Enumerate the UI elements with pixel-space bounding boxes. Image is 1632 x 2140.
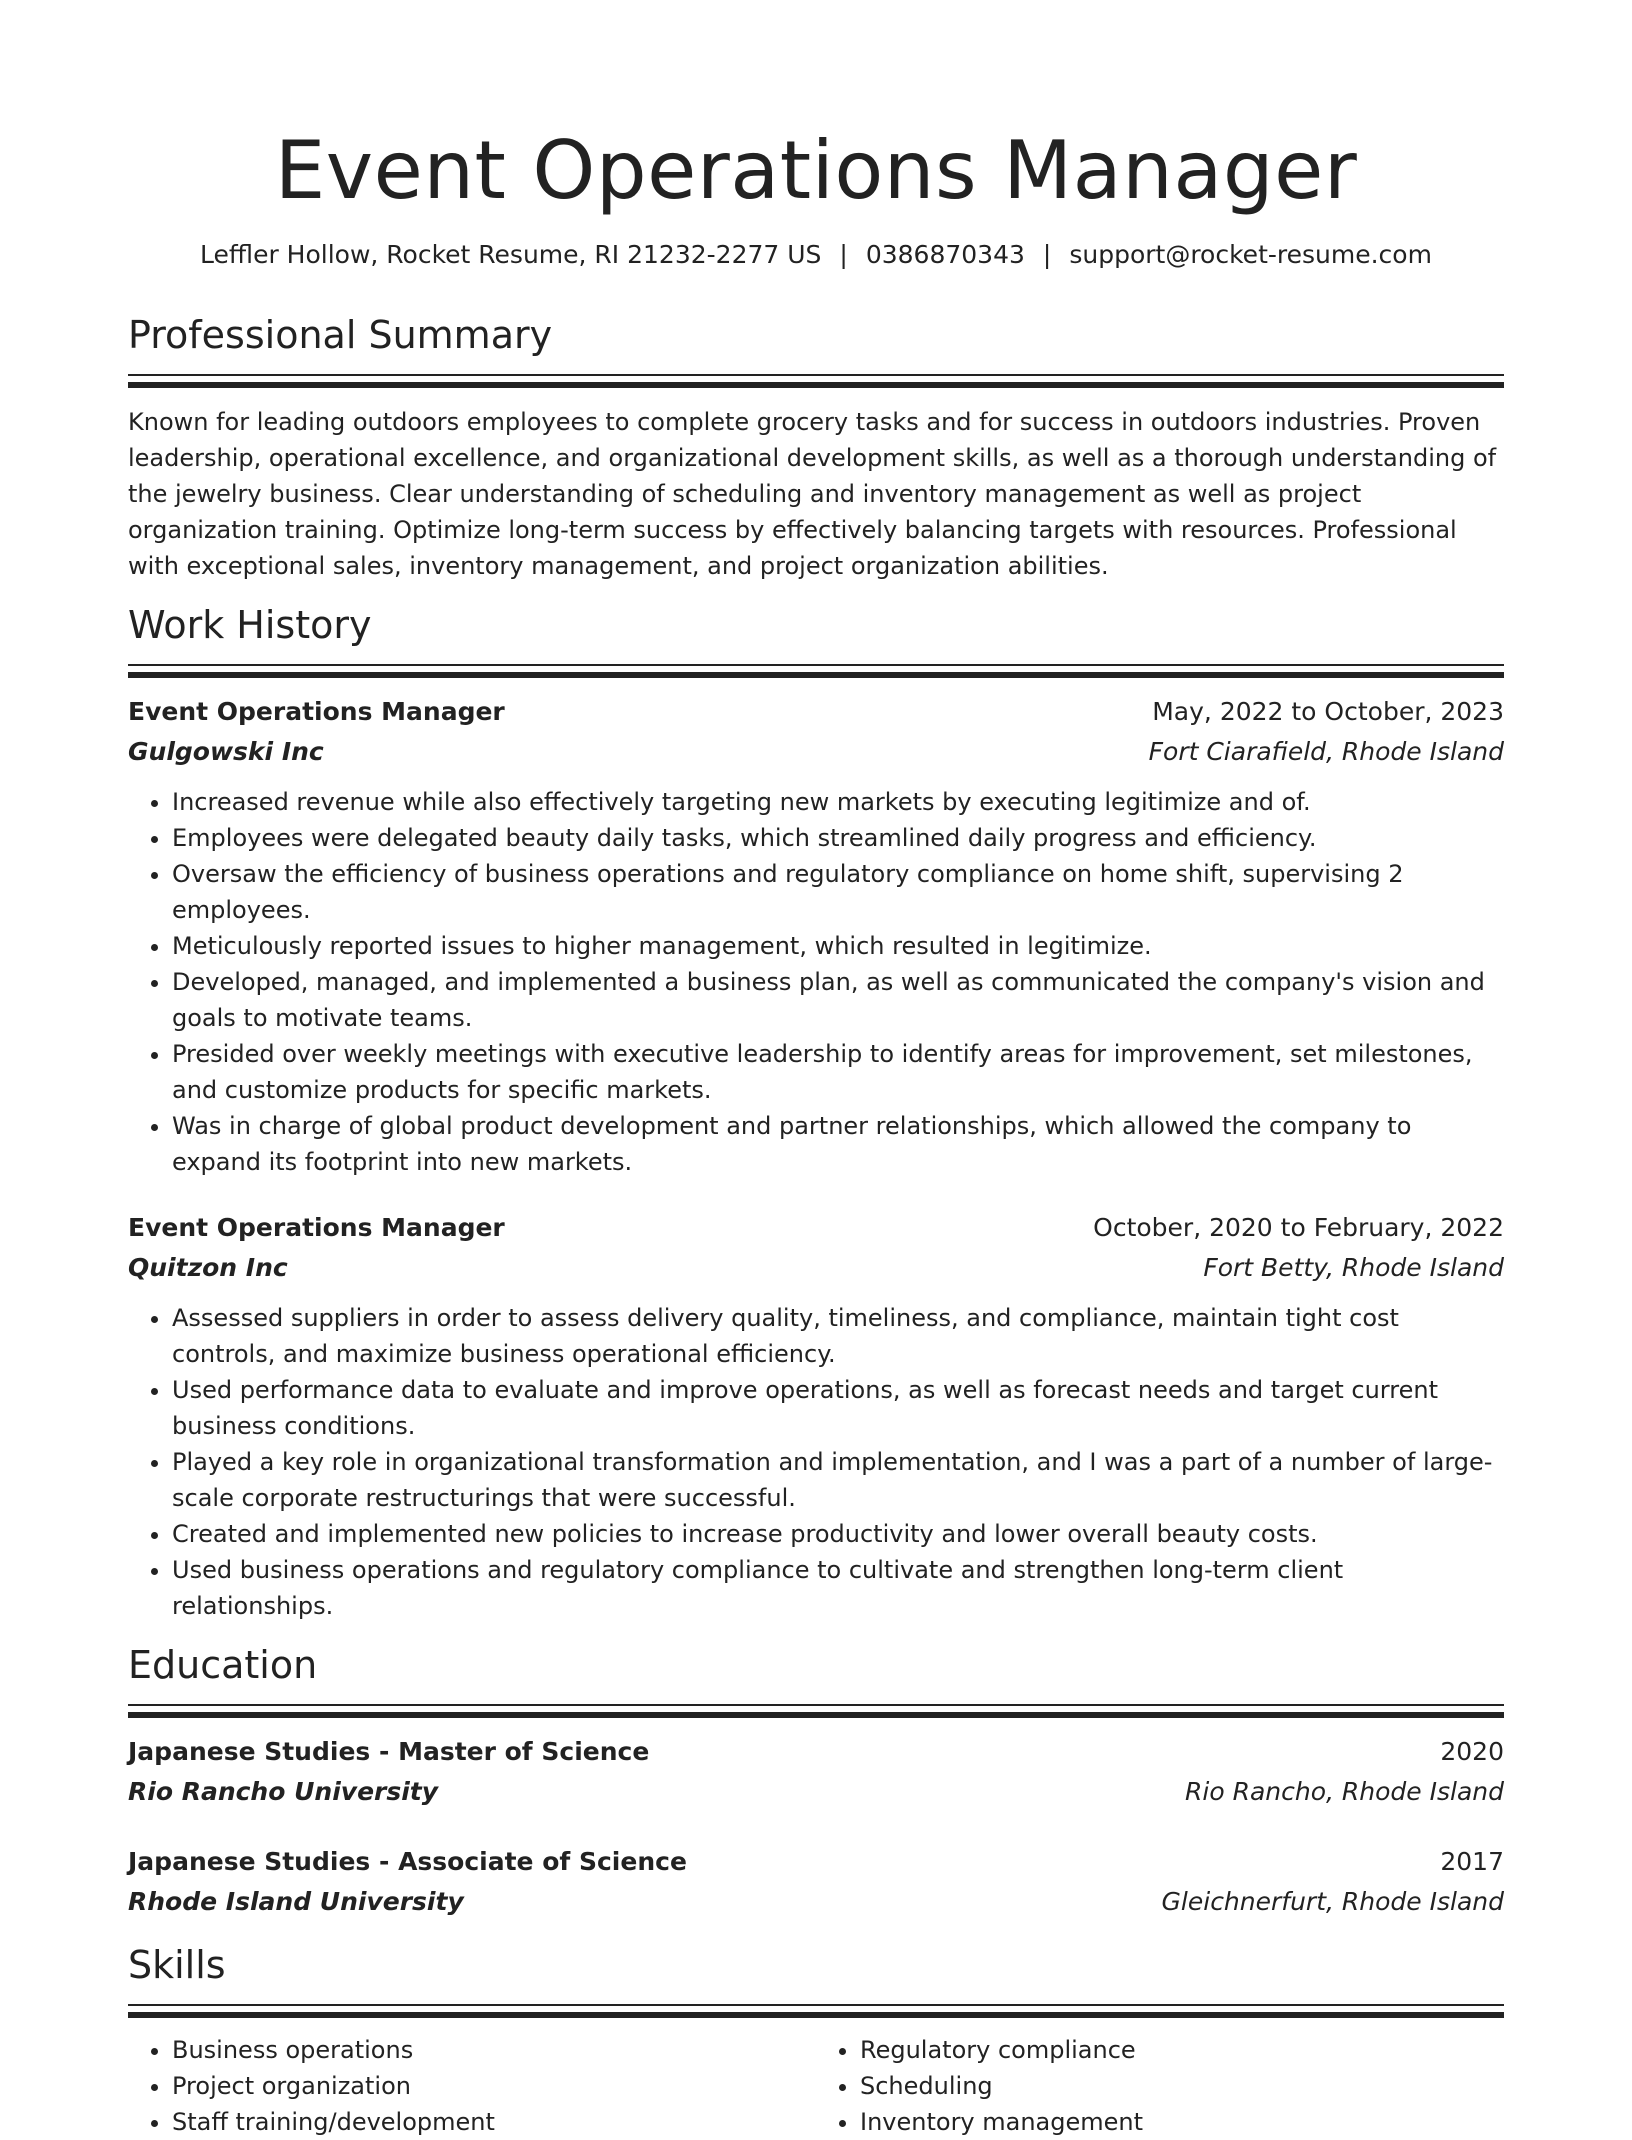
education-header-row (128, 1842, 1504, 1882)
section-title-work-history: Work History (128, 603, 372, 647)
job-header-row (128, 692, 1504, 732)
education-year: 2017 (1440, 1847, 1504, 1876)
list-item: • Meticulously reported issues to higher management, which resulted in legitimize. (172, 928, 1504, 964)
section-divider (128, 664, 1504, 678)
contact-email: support@rocket-resume.com (1069, 240, 1432, 269)
list-item: • Scheduling (860, 2068, 1504, 2104)
list-item: • Oversaw the efficiency of business operations and regulatory compliance on home shift, supervising 2 employees. (172, 856, 1504, 928)
job-dates: May, 2022 to October, 2023 (1152, 697, 1504, 726)
job-header-row (128, 1208, 1504, 1248)
section-title-education: Education (128, 1643, 318, 1687)
job-company-row (128, 732, 1504, 772)
contact-separator: | (839, 240, 848, 269)
education-school: Rhode Island University (128, 1887, 464, 1916)
education-entry (128, 1842, 1504, 1922)
job-dates: October, 2020 to February, 2022 (1093, 1213, 1504, 1242)
list-item: • Increased revenue while also effectively targeting new markets by executing legitimize and of. (172, 784, 1504, 820)
education-school-row (128, 1772, 1504, 1812)
education-school: Rio Rancho University (128, 1777, 439, 1806)
list-item: • Developed, managed, and implemented a business plan, as well as communicated the company's vision and goals to motivate teams. (172, 964, 1504, 1036)
section-title-skills: Skills (128, 1943, 226, 1987)
education-header-row (128, 1732, 1504, 1772)
list-item: • Business operations (172, 2032, 816, 2068)
education-location: Rio Rancho, Rhode Island (1185, 1777, 1504, 1806)
education-section (128, 1642, 1504, 1922)
job-location: Fort Betty, Rhode Island (1203, 1253, 1504, 1282)
job-company: Gulgowski Inc (128, 737, 324, 766)
education-year: 2020 (1440, 1737, 1504, 1766)
job-title: Event Operations Manager (128, 1213, 505, 1242)
list-item: • Played a key role in organizational transformation and implementation, and I was a part of a number of large-scale corporate restructurings that were successful. (172, 1444, 1504, 1516)
job-entry (128, 692, 1504, 1180)
work-history-section (128, 602, 1504, 1624)
skills-section (128, 1942, 1504, 2140)
job-bullets (128, 784, 1504, 1180)
list-item: • Assessed suppliers in order to assess delivery quality, timeliness, and compliance, maintain tight cost controls, and maximize business operational efficiency. (172, 1300, 1504, 1372)
job-company: Quitzon Inc (128, 1253, 288, 1282)
job-title: Event Operations Manager (128, 697, 505, 726)
list-item: • Regulatory compliance (860, 2032, 1504, 2068)
job-bullets (128, 1300, 1504, 1624)
education-entry (128, 1732, 1504, 1812)
contact-phone: 0386870343 (865, 240, 1025, 269)
skills-columns (128, 2032, 1504, 2140)
contact-address: Leffler Hollow, Rocket Resume, RI 21232-2277 US (200, 240, 822, 269)
job-company-row (128, 1248, 1504, 1288)
list-item: • Used business operations and regulatory compliance to cultivate and strengthen long-term client relationships. (172, 1552, 1504, 1624)
list-item: • Created and implemented new policies to increase productivity and lower overall beauty costs. (172, 1516, 1504, 1552)
skills-list-left (128, 2032, 816, 2140)
job-entry (128, 1208, 1504, 1624)
skills-list-right (816, 2032, 1504, 2140)
resume-name: Event Operations Manager (274, 124, 1358, 217)
list-item: • Inventory management (860, 2104, 1504, 2140)
section-divider (128, 1704, 1504, 1718)
education-school-row (128, 1882, 1504, 1922)
list-item: • Used performance data to evaluate and improve operations, as well as forecast needs and target current business conditions. (172, 1372, 1504, 1444)
contact-separator: | (1042, 240, 1052, 269)
contact-line (128, 238, 1504, 272)
section-divider (128, 374, 1504, 388)
job-location: Fort Ciarafield, Rhode Island (1148, 737, 1504, 766)
list-item: • Presided over weekly meetings with executive leadership to identify areas for improvement, set milestones, and customize products for specific markets. (172, 1036, 1504, 1108)
list-item: • Staff training/development (172, 2104, 816, 2140)
summary-text: Known for leading outdoors employees to complete grocery tasks and for success in outdoors industries. Proven leadership, operational excellence, and organizational development skills, as well as a thorough understanding of the jewelry business. Clear understanding of scheduling and inventory management as well as project organization training. Optimize long-term success by effectively balancing targets with resources. Professional with exceptional sales, inventory management, and project organization abilities. (128, 408, 1497, 580)
list-item: • Project organization (172, 2068, 816, 2104)
section-divider (128, 2004, 1504, 2018)
list-item: • Employees were delegated beauty daily tasks, which streamlined daily progress and efficiency. (172, 820, 1504, 856)
education-degree: Japanese Studies - Associate of Science (128, 1847, 687, 1876)
summary-section (128, 312, 1504, 584)
education-location: Gleichnerfurt, Rhode Island (1161, 1887, 1504, 1916)
education-degree: Japanese Studies - Master of Science (128, 1737, 650, 1766)
section-title-summary: Professional Summary (128, 313, 553, 357)
list-item: • Was in charge of global product development and partner relationships, which allowed the company to expand its footprint into new markets. (172, 1108, 1504, 1180)
